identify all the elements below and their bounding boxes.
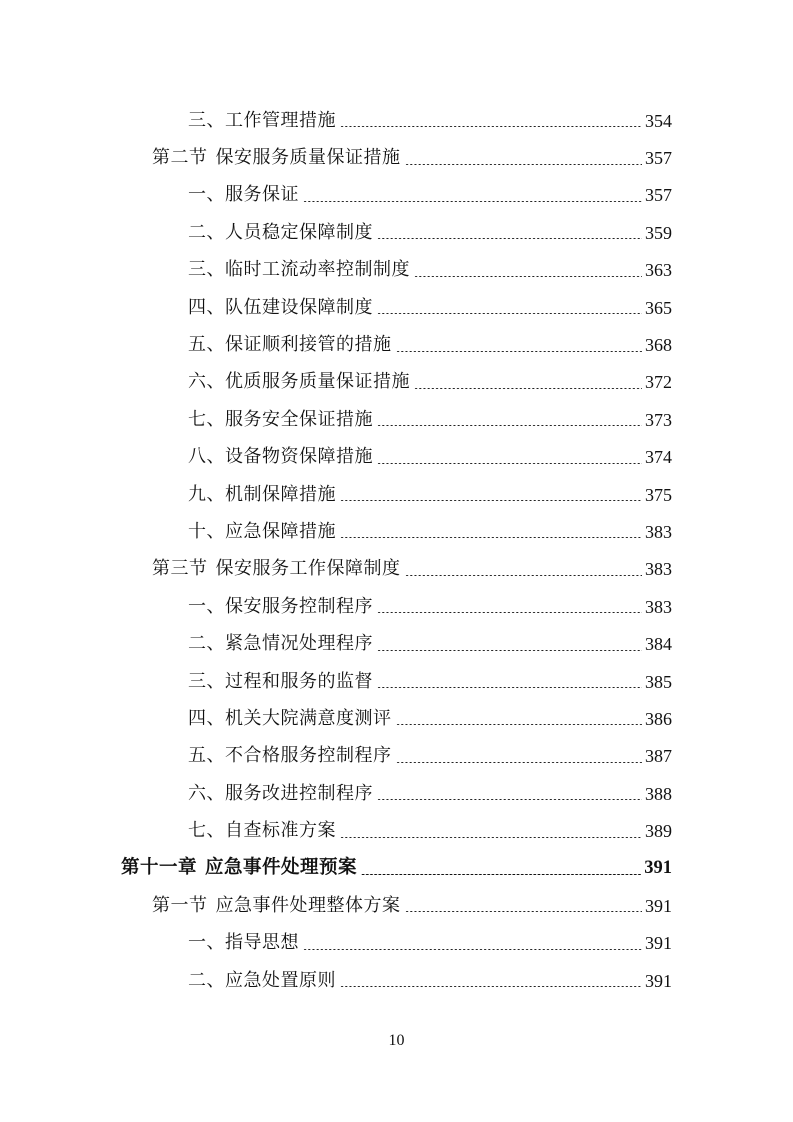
dot-leader bbox=[377, 313, 642, 314]
toc-entry[interactable] bbox=[0, 962, 793, 999]
toc-entry-text: 保证顺利接管的措施 bbox=[225, 334, 392, 356]
toc-entry-page: 383 bbox=[645, 521, 672, 542]
toc-entry-text: 设备物资保障措施 bbox=[225, 446, 373, 468]
toc-entry-page: 374 bbox=[645, 447, 672, 468]
dot-leader bbox=[340, 126, 642, 127]
dot-leader bbox=[377, 463, 642, 464]
toc-entry-number: 九、 bbox=[188, 483, 225, 505]
toc-entry-number: 六、 bbox=[188, 782, 225, 804]
toc-entry-title bbox=[152, 560, 401, 578]
toc-entry-text: 指导思想 bbox=[225, 932, 299, 954]
toc-entry-title bbox=[188, 221, 373, 243]
toc-entry-page: 357 bbox=[645, 185, 672, 206]
dot-leader bbox=[396, 762, 643, 763]
dot-leader bbox=[340, 500, 642, 501]
toc-entry-number: 四、 bbox=[188, 296, 225, 318]
toc-entry-title bbox=[188, 595, 373, 617]
toc-entry-title bbox=[188, 782, 373, 804]
toc-entry-title bbox=[152, 894, 401, 916]
toc-entry-text: 保安服务控制程序 bbox=[225, 595, 373, 617]
toc-entry-title bbox=[188, 186, 299, 204]
toc-entry-page: 359 bbox=[645, 222, 672, 243]
toc-entry-title bbox=[188, 109, 336, 131]
toc-entry-page: 357 bbox=[645, 148, 672, 169]
toc-entry-text: 不合格服务控制程序 bbox=[225, 745, 392, 767]
toc-entry-number: 三、 bbox=[188, 109, 225, 131]
dot-leader bbox=[396, 724, 643, 725]
toc-entry-number: 五、 bbox=[188, 334, 225, 356]
dot-leader bbox=[377, 799, 642, 800]
dot-leader bbox=[377, 612, 642, 613]
toc-entry[interactable] bbox=[0, 439, 793, 476]
toc-entry-number: 七、 bbox=[188, 820, 225, 842]
toc-entry-number: 八、 bbox=[188, 446, 225, 468]
toc-entry[interactable] bbox=[0, 812, 793, 849]
toc-entry-page: 388 bbox=[645, 783, 672, 804]
toc-entry[interactable] bbox=[0, 775, 793, 812]
toc-entry-page: 354 bbox=[645, 110, 672, 131]
toc-entry-text: 应急保障措施 bbox=[225, 520, 336, 542]
toc-entry[interactable] bbox=[0, 625, 793, 662]
toc-entry-text: 应急事件处理整体方案 bbox=[215, 894, 401, 916]
toc-entry-page: 391 bbox=[645, 933, 672, 954]
toc-entry-title bbox=[152, 149, 401, 167]
toc-entry-text: 服务保证 bbox=[225, 184, 299, 206]
toc-entry-text: 机关大院满意度测评 bbox=[225, 707, 392, 729]
toc-entry-text: 服务改进控制程序 bbox=[225, 782, 373, 804]
toc-entry-text: 人员稳定保障制度 bbox=[225, 221, 373, 243]
toc-entry-page: 386 bbox=[645, 708, 672, 729]
toc-entry-number: 第十一章 bbox=[121, 857, 198, 879]
toc-entry-title bbox=[188, 408, 373, 430]
toc-entry[interactable] bbox=[0, 364, 793, 401]
toc-entry-text: 工作管理措施 bbox=[225, 109, 336, 131]
dot-leader bbox=[405, 164, 643, 165]
toc-entry-number: 三、 bbox=[188, 259, 225, 281]
dot-leader bbox=[340, 837, 642, 838]
toc-entry-number: 第一节 bbox=[152, 894, 208, 916]
dot-leader bbox=[340, 537, 642, 538]
toc-entry[interactable] bbox=[0, 177, 793, 214]
toc-entry-text: 过程和服务的监督 bbox=[225, 670, 373, 692]
toc-entry-page: 375 bbox=[645, 484, 672, 505]
dot-leader bbox=[303, 201, 642, 202]
toc-entry-text: 机制保障措施 bbox=[225, 483, 336, 505]
toc-entry-number: 一、 bbox=[188, 595, 225, 617]
toc-entry-title bbox=[188, 707, 392, 729]
toc-entry-number: 第三节 bbox=[152, 558, 208, 580]
toc-entry-text: 队伍建设保障制度 bbox=[225, 296, 373, 318]
dot-leader bbox=[361, 874, 641, 875]
toc-entry-text: 临时工流动率控制制度 bbox=[225, 259, 410, 281]
toc-entry[interactable] bbox=[0, 925, 793, 962]
toc-entry[interactable] bbox=[0, 588, 793, 625]
toc-entry-page: 365 bbox=[645, 297, 672, 318]
toc-entry-number: 二、 bbox=[188, 969, 225, 991]
toc-entry-title bbox=[188, 934, 299, 952]
toc-entry-text: 应急事件处理预案 bbox=[205, 857, 358, 879]
toc-entry-page: 372 bbox=[645, 372, 672, 393]
toc-entry-page: 391 bbox=[644, 858, 672, 879]
toc-entry-title bbox=[188, 448, 373, 466]
toc-entry[interactable] bbox=[0, 401, 793, 438]
dot-leader bbox=[377, 650, 642, 651]
toc-entry-chapter[interactable] bbox=[0, 850, 793, 887]
toc-entry[interactable] bbox=[0, 289, 793, 326]
toc-entry-page: 389 bbox=[645, 821, 672, 842]
toc-entry[interactable] bbox=[0, 551, 793, 588]
toc-entry[interactable] bbox=[0, 738, 793, 775]
dot-leader bbox=[377, 425, 642, 426]
toc-entry-title bbox=[188, 747, 392, 765]
toc-entry-text: 保安服务工作保障制度 bbox=[215, 558, 401, 580]
toc-entry-title bbox=[188, 336, 392, 354]
toc-entry-text: 保安服务质量保证措施 bbox=[215, 147, 401, 169]
toc-entry-number: 六、 bbox=[188, 371, 225, 393]
dot-leader bbox=[414, 388, 642, 389]
dot-leader bbox=[377, 687, 642, 688]
toc-entry[interactable] bbox=[0, 887, 793, 924]
table-of-contents bbox=[0, 102, 793, 999]
toc-entry-page: 387 bbox=[645, 746, 672, 767]
dot-leader bbox=[405, 911, 643, 912]
dot-leader bbox=[377, 238, 642, 239]
dot-leader bbox=[340, 986, 642, 987]
toc-entry-number: 二、 bbox=[188, 633, 225, 655]
toc-entry-text: 紧急情况处理程序 bbox=[225, 633, 373, 655]
toc-entry-title bbox=[188, 969, 336, 991]
toc-entry-title bbox=[188, 483, 336, 505]
dot-leader bbox=[303, 949, 642, 950]
toc-entry-page: 368 bbox=[645, 335, 672, 356]
toc-entry-title bbox=[188, 296, 373, 318]
toc-entry[interactable] bbox=[0, 663, 793, 700]
toc-entry[interactable] bbox=[0, 214, 793, 251]
toc-entry-number: 五、 bbox=[188, 745, 225, 767]
toc-entry-title bbox=[188, 261, 410, 279]
toc-entry-text: 服务安全保证措施 bbox=[225, 408, 373, 430]
toc-entry-title bbox=[188, 520, 336, 542]
toc-entry-number: 十、 bbox=[188, 520, 225, 542]
toc-entry[interactable] bbox=[0, 252, 793, 289]
toc-entry[interactable] bbox=[0, 476, 793, 513]
toc-entry-page: 391 bbox=[645, 970, 672, 991]
toc-entry-title bbox=[188, 635, 373, 653]
toc-entry[interactable] bbox=[0, 513, 793, 550]
toc-entry-page: 383 bbox=[645, 596, 672, 617]
toc-entry-text: 优质服务质量保证措施 bbox=[225, 371, 410, 393]
toc-entry[interactable] bbox=[0, 700, 793, 737]
toc-entry-number: 一、 bbox=[188, 932, 225, 954]
toc-entry-title bbox=[121, 859, 357, 878]
toc-entry-page: 383 bbox=[645, 559, 672, 580]
toc-entry-page: 385 bbox=[645, 671, 672, 692]
toc-entry-number: 七、 bbox=[188, 408, 225, 430]
toc-entry-number: 一、 bbox=[188, 184, 225, 206]
dot-leader bbox=[405, 575, 643, 576]
toc-entry-page: 363 bbox=[645, 260, 672, 281]
toc-entry-title bbox=[188, 822, 336, 840]
toc-entry-page: 373 bbox=[645, 409, 672, 430]
toc-entry[interactable] bbox=[0, 102, 793, 139]
toc-entry-title bbox=[188, 373, 410, 391]
toc-entry-number: 二、 bbox=[188, 221, 225, 243]
toc-entry-number: 三、 bbox=[188, 670, 225, 692]
toc-entry-page: 391 bbox=[645, 895, 672, 916]
toc-entry-number: 第二节 bbox=[152, 147, 208, 169]
toc-entry-text: 自查标准方案 bbox=[225, 820, 336, 842]
toc-entry-title bbox=[188, 670, 373, 692]
dot-leader bbox=[414, 276, 642, 277]
dot-leader bbox=[396, 351, 643, 352]
toc-entry-text: 应急处置原则 bbox=[225, 969, 336, 991]
toc-entry[interactable] bbox=[0, 139, 793, 176]
toc-entry-page: 384 bbox=[645, 634, 672, 655]
toc-entry[interactable] bbox=[0, 326, 793, 363]
toc-entry-number: 四、 bbox=[188, 707, 225, 729]
page-number: 10 bbox=[388, 1032, 405, 1049]
